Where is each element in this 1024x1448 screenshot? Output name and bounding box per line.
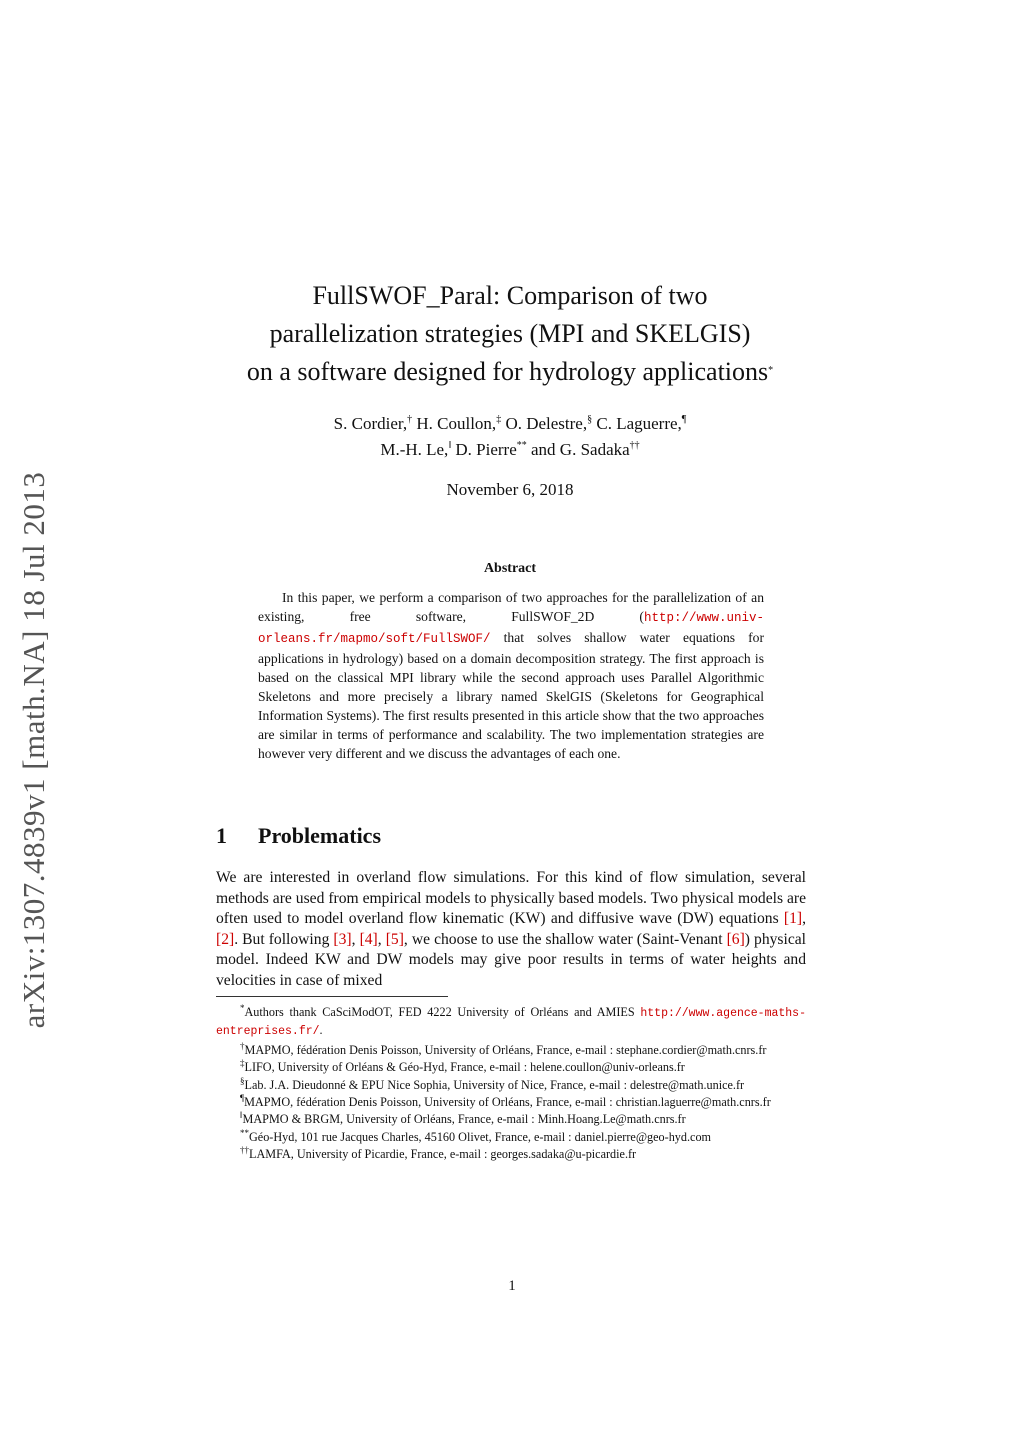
page-number: 1 (508, 1278, 516, 1294)
section-heading (216, 823, 381, 849)
section-sep-1: , (802, 910, 806, 927)
section-text-1: We are interested in overland flow simulations. For this kind of flow simulation, several methods are used from empirical models to physically based models. Two physical models are often used to model overland flow kinematic (KW) and diffusive wave (DW) equations (216, 869, 806, 927)
amies-link[interactable]: http://www.agence-maths-entreprises.fr/ (216, 1007, 806, 1039)
title-line-3-text: on a software designed for hydrology applications (246, 357, 769, 386)
author-delestre: O. Delestre, (501, 414, 588, 433)
paper-date: November 6, 2018 (446, 480, 574, 499)
section-text-2: . But following (234, 930, 334, 948)
footnote-mark: * (240, 1003, 245, 1013)
title-line-3 (150, 353, 870, 391)
title-line-1: FullSWOF_Paral: Comparison of two (312, 281, 708, 310)
abstract-heading: Abstract (483, 561, 537, 576)
author-mark-pierre[interactable]: ** (516, 440, 527, 451)
author-laguerre: C. Laguerre, (592, 414, 682, 433)
paper-title (150, 277, 870, 391)
author-cordier: S. Cordier, (333, 414, 408, 433)
author-le: M.-H. Le, (380, 440, 449, 459)
section-sep-3: , (377, 930, 386, 948)
footnote-text: MAPMO, fédération Denis Poisson, University of Orléans, France, e-mail : christian.laguerre@math.cnrs.fr (244, 1095, 771, 1110)
footnote-le (216, 1111, 806, 1127)
title-footnote-mark[interactable]: * (768, 365, 774, 376)
author-list (200, 411, 820, 463)
author-coullon: H. Coullon, (412, 414, 497, 433)
footnote-mark: ‖ (240, 1110, 243, 1121)
arxiv-side-stamp: arXiv:1307.4839v1 [math.NA] 18 Jul 2013 (16, 471, 51, 1029)
footnote-mark: † (240, 1040, 245, 1051)
section-sep-2: , (351, 930, 360, 948)
footnote-text: Authors thank CaSciModOT, FED 4222 University of Orléans and AMIES (244, 1005, 641, 1019)
author-mark-laguerre[interactable]: ¶ (681, 414, 687, 425)
section-paragraph (216, 868, 806, 991)
footnote-pierre (216, 1129, 806, 1145)
abstract-text-after-link: that solves shallow water equations for applications in hydrology) based on a domain decomposition strategy. The first approach is based on the classical MPI library while the second approach uses Parallel Algorithmic Skeletons and more precisely a library named SkelGIS (Skeletons for Geographical Information Systems). The first results presented in this article show that the two approaches are similar in terms of performance and scalability. The two implementation strategies are however very different and we discuss the advantages of each one. (258, 630, 764, 761)
footnote-text: LIFO, University of Orléans & Géo-Hyd, France, e-mail : helene.coullon@univ-orleans.fr (244, 1060, 685, 1075)
footnote-text: Lab. J.A. Dieudonné & EPU Nice Sophia, University of Nice, France, e-mail : delestre@math.unice.fr (244, 1077, 745, 1092)
section-text-4: ) physical model. Indeed KW and DW models may give poor results in terms of water heights and velocities in case of mixed (216, 930, 807, 989)
title-line-2: parallelization strategies (MPI and SKELGIS) (269, 319, 751, 348)
citation-ref-3[interactable]: [3] (333, 930, 352, 948)
author-mark-le[interactable]: ‖ (448, 440, 452, 451)
footnote-divider (216, 996, 448, 997)
footnote-mark: ¶ (240, 1093, 245, 1104)
footnote-text: LAMFA, University of Picardie, France, e-mail : georges.sadaka@u-picardie.fr (249, 1147, 637, 1162)
footnote-text: MAPMO & BRGM, University of Orléans, France, e-mail : Minh.Hoang.Le@math.cnrs.fr (242, 1112, 686, 1127)
author-mark-coullon[interactable]: ‡ (496, 414, 502, 425)
section-number: 1 (216, 823, 227, 848)
abstract-body (258, 588, 764, 763)
citation-ref-2[interactable]: [2] (216, 930, 235, 948)
footnote-mark: ‡ (240, 1058, 245, 1069)
footnote-cordier (216, 1042, 806, 1058)
section-text-3: , we choose to use the shallow water (Saint-Venant (403, 930, 727, 948)
footnote-text: MAPMO, fédération Denis Poisson, University of Orléans, France, e-mail : stephane.cordier@math.cnrs.fr (244, 1042, 767, 1057)
footnote-mark: ** (240, 1127, 249, 1138)
footnote-delestre (216, 1077, 806, 1093)
abstract-text-before-link: In this paper, we perform a comparison of two approaches for the parallelization of an existing, free software, FullSWOF_2D ( (258, 590, 764, 624)
author-sadaka: and G. Sadaka (526, 440, 630, 459)
footnote-coullon (216, 1059, 806, 1075)
fullswof-link[interactable]: http://www.univ-orleans.fr/mapmo/soft/FullSWOF/ (258, 611, 764, 646)
author-line-2 (200, 437, 820, 463)
citation-ref-6[interactable]: [6] (726, 930, 745, 948)
citation-ref-1[interactable]: [1] (783, 910, 803, 927)
footnote-laguerre (216, 1094, 806, 1110)
footnote-mark: § (240, 1075, 245, 1086)
footnote-mark: †† (240, 1145, 249, 1156)
footnote-text: Géo-Hyd, 101 rue Jacques Charles, 45160 Olivet, France, e-mail : daniel.pierre@geo-hyd.com (249, 1129, 712, 1144)
footnote-funding (216, 1004, 806, 1041)
citation-ref-4[interactable]: [4] (359, 930, 378, 948)
footnote-end: . (319, 1023, 323, 1038)
author-pierre: D. Pierre (451, 440, 517, 459)
author-mark-cordier[interactable]: † (407, 414, 413, 425)
footnote-sadaka (216, 1146, 806, 1162)
author-line-1 (200, 411, 820, 437)
author-mark-delestre[interactable]: § (587, 414, 593, 425)
citation-ref-5[interactable]: [5] (385, 930, 404, 948)
footnotes (216, 1004, 806, 1164)
author-mark-sadaka[interactable]: †† (629, 440, 640, 451)
section-title: Problematics (258, 823, 382, 848)
